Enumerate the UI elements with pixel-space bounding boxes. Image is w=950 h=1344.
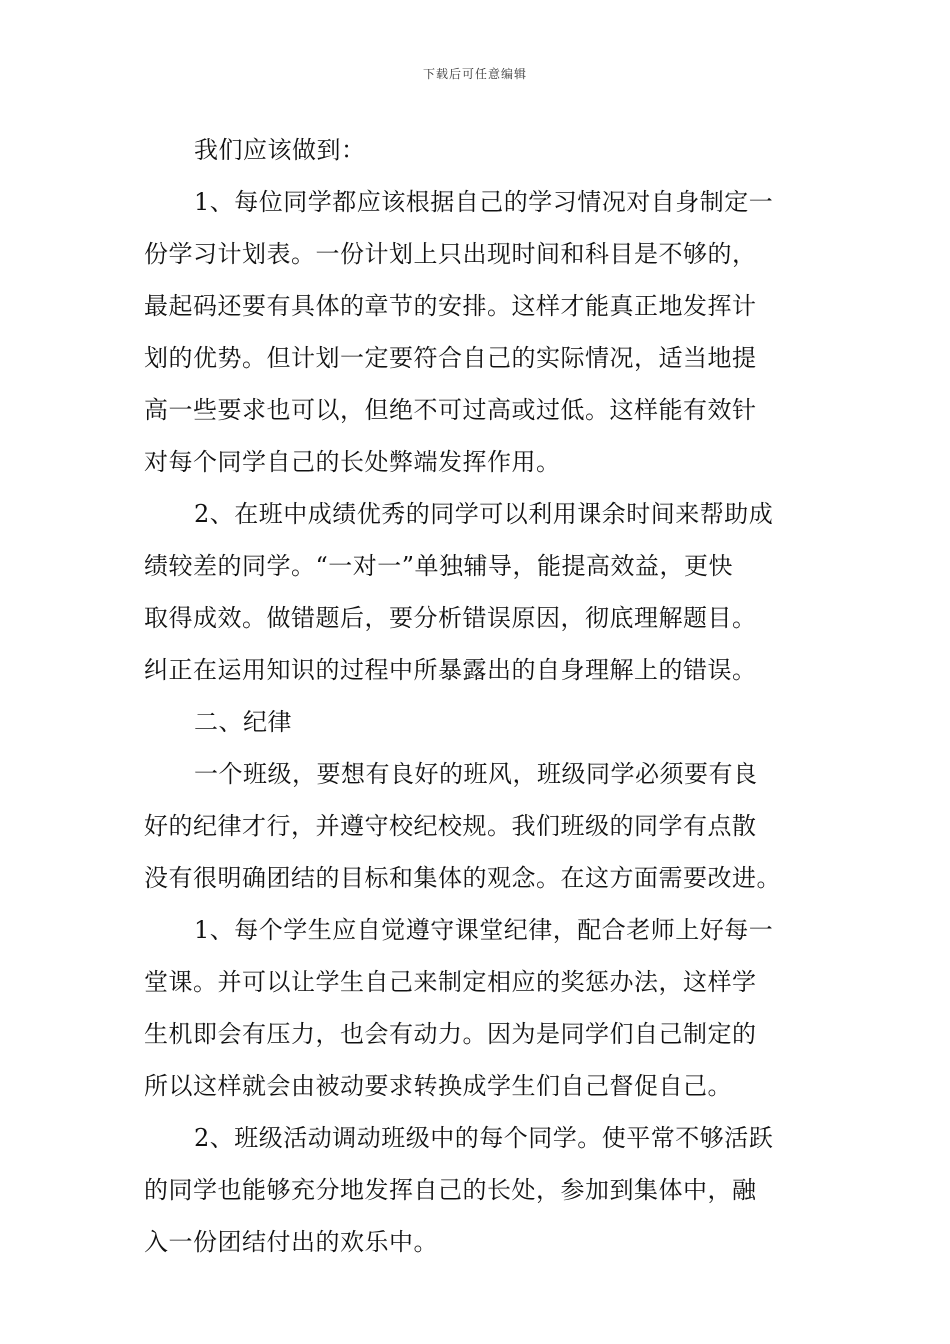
text-line: 所以这样就会由被动要求转换成学生们自己督促自己。 (144, 1072, 732, 1100)
text-line: 2、班级活动调动班级中的每个同学。使平常不够活跃 (194, 1124, 774, 1152)
text-line: 绩较差的同学。“一对一”单独辅导，能提高效益，更快 (144, 552, 734, 580)
text-line: 高一些要求也可以，但绝不可过高或过低。这样能有效针 (144, 396, 757, 424)
text-line: 1、每位同学都应该根据自己的学习情况对自身制定一 (194, 188, 774, 216)
text-line: 我们应该做到： (194, 136, 366, 164)
text-line: 生机即会有压力，也会有动力。因为是同学们自己制定的 (144, 1020, 757, 1048)
text-line: 一个班级，要想有良好的班风，班级同学必须要有良 (194, 760, 758, 788)
text-line: 划的优势。但计划一定要符合自己的实际情况，适当地提 (144, 344, 757, 372)
text-line: 的同学也能够充分地发挥自己的长处，参加到集体中，融 (144, 1176, 757, 1204)
text-line: 份学习计划表。一份计划上只出现时间和科目是不够的， (144, 240, 757, 268)
document-body (144, 124, 809, 1268)
text-line: 没有很明确团结的目标和集体的观念。在这方面需要改进。 (144, 864, 781, 892)
text-line: 入一份团结付出的欢乐中。 (144, 1228, 438, 1256)
text-line: 纠正在运用知识的过程中所暴露出的自身理解上的错误。 (144, 656, 757, 684)
text-line: 2、在班中成绩优秀的同学可以利用课余时间来帮助成 (194, 500, 774, 528)
text-line: 1、每个学生应自觉遵守课堂纪律，配合老师上好每一 (194, 916, 774, 944)
text-line: 好的纪律才行，并遵守校纪校规。我们班级的同学有点散 (144, 812, 757, 840)
page-header: 下载后可任意编辑 (422, 67, 527, 81)
text-line: 二、纪律 (194, 708, 292, 736)
text-line: 对每个同学自己的长处弊端发挥作用。 (144, 448, 561, 476)
text-line: 最起码还要有具体的章节的安排。这样才能真正地发挥计 (144, 292, 757, 320)
text-line: 取得成效。做错题后，要分析错误原因，彻底理解题目。 (144, 604, 757, 632)
text-line: 堂课。并可以让学生自己来制定相应的奖惩办法，这样学 (144, 968, 757, 996)
